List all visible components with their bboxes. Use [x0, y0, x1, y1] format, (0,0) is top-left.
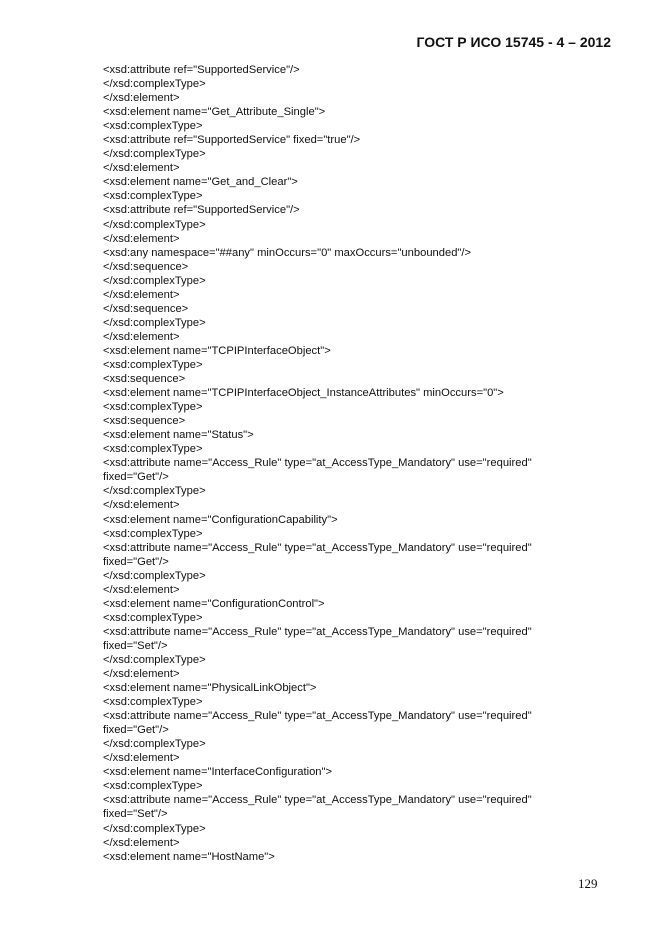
code-line: <xsd:element name="InterfaceConfiguration"> [103, 766, 333, 779]
code-line: <xsd:complexType> [103, 443, 203, 456]
code-line: <xsd:attribute name="Access_Rule" type="at_AccessType_Mandatory" use="required" [103, 541, 532, 554]
code-line: </xsd:element> [103, 583, 180, 596]
code-line: </xsd:element> [103, 288, 180, 301]
code-line: </xsd:complexType> [103, 218, 206, 231]
code-line: </xsd:element> [103, 92, 180, 105]
code-line: fixed="Set"/> [103, 808, 168, 821]
code-line: <xsd:element name="ConfigurationCapability"> [103, 513, 338, 526]
code-line: <xsd:attribute name="Access_Rule" type="at_AccessType_Mandatory" use="required" [103, 794, 532, 807]
code-line: <xsd:any namespace="##any" minOccurs="0" maxOccurs="unbounded"/> [103, 246, 472, 259]
code-line: <xsd:complexType> [103, 527, 203, 540]
code-line: <xsd:attribute name="Access_Rule" type="at_AccessType_Mandatory" use="required" [103, 625, 532, 638]
code-line: <xsd:sequence> [103, 415, 186, 428]
code-line: </xsd:element> [103, 499, 180, 512]
code-line: <xsd:element name="Status"> [103, 429, 254, 442]
code-line: <xsd:element name="TCPIPInterfaceObject"> [103, 344, 331, 357]
code-line: <xsd:complexType> [103, 190, 203, 203]
code-line: <xsd:sequence> [103, 373, 186, 386]
code-line: </xsd:complexType> [103, 148, 206, 161]
code-line: <xsd:element name="ConfigurationControl"> [103, 597, 325, 610]
code-line: <xsd:element name="Get_Attribute_Single"> [103, 106, 326, 119]
code-line: </xsd:complexType> [103, 78, 206, 91]
code-line: <xsd:complexType> [103, 401, 203, 414]
code-line: fixed="Get"/> [103, 471, 169, 484]
code-line: <xsd:attribute name="Access_Rule" type="at_AccessType_Mandatory" use="required" [103, 710, 532, 723]
code-line: <xsd:element name="PhysicalLinkObject"> [103, 682, 317, 695]
code-line: </xsd:complexType> [103, 738, 206, 751]
code-line: <xsd:element name="TCPIPInterfaceObject_InstanceAttributes" minOccurs="0"> [103, 387, 504, 400]
code-line: </xsd:complexType> [103, 316, 206, 329]
code-line: <xsd:complexType> [103, 780, 203, 793]
code-line: <xsd:element name="Get_and_Clear"> [103, 176, 298, 189]
code-line: </xsd:element> [103, 162, 180, 175]
code-line: </xsd:complexType> [103, 569, 206, 582]
code-line: <xsd:complexType> [103, 120, 203, 133]
code-line: </xsd:complexType> [103, 485, 206, 498]
code-line: </xsd:sequence> [103, 260, 189, 273]
code-line: </xsd:complexType> [103, 653, 206, 666]
code-line: fixed="Set"/> [103, 639, 168, 652]
code-line: fixed="Get"/> [103, 555, 169, 568]
code-line: </xsd:element> [103, 752, 180, 765]
code-line: </xsd:complexType> [103, 822, 206, 835]
code-line: <xsd:attribute name="Access_Rule" type="at_AccessType_Mandatory" use="required" [103, 457, 532, 470]
document-header: ГОСТ Р ИСО 15745 - 4 – 2012 [416, 34, 611, 50]
code-line: </xsd:element> [103, 330, 180, 343]
code-line: <xsd:complexType> [103, 611, 203, 624]
code-line: </xsd:element> [103, 836, 180, 849]
code-line: </xsd:sequence> [103, 302, 189, 315]
code-line: </xsd:element> [103, 232, 180, 245]
code-line: <xsd:attribute ref="SupportedService"/> [103, 204, 300, 217]
xsd-code-block [103, 63, 623, 864]
code-line: </xsd:element> [103, 668, 180, 681]
code-line: </xsd:complexType> [103, 274, 206, 287]
code-line: <xsd:complexType> [103, 358, 203, 371]
page-number: 129 [578, 876, 598, 891]
code-line: <xsd:complexType> [103, 696, 203, 709]
code-line: <xsd:attribute ref="SupportedService" fixed="true"/> [103, 134, 361, 147]
code-line: <xsd:attribute ref="SupportedService"/> [103, 64, 300, 76]
code-line: fixed="Get"/> [103, 724, 169, 737]
code-line: <xsd:element name="HostName"> [103, 850, 275, 863]
